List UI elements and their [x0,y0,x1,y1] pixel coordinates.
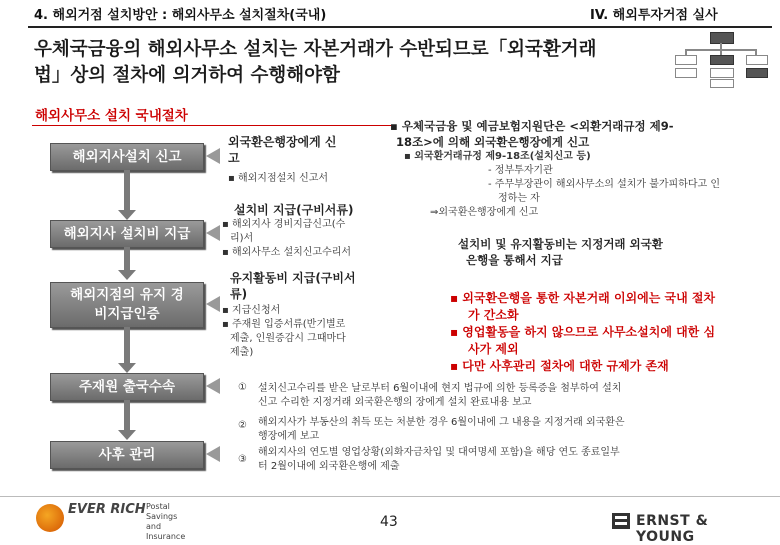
block-item-cont: 제출) [230,347,254,358]
block-item: ▪ 지급신청서 [222,305,281,316]
page-title [34,37,674,89]
middle-block-installation [222,202,362,260]
footer-divider [0,496,780,497]
note-item [238,382,778,416]
note-line2: 신고 수리한 지정거래 외국환은행의 장에게 설치 완료내용 보고 [258,397,532,408]
page-title-line2: 법」상의 절차에 의거하여 수행해야함 [34,65,340,86]
post-management-notes [238,382,778,476]
header-chapter-title: IV. 해외투자거점 실사 [590,8,718,23]
flow-arrow-shaft [124,327,130,363]
note-item [238,446,778,476]
note-line2: 터 2월이내에 외국환은행에 제출 [258,461,400,472]
everrich-logo-text: EVER RICH [68,502,146,517]
regulation-main-cont: 18조>에 의해 외국환은행장에게 신고 [396,135,590,149]
block-item-cont: 리)서 [230,233,254,244]
step-label-line2: 비지급인증 [94,306,160,322]
key-point-1-line2: 가 간소화 [468,308,519,322]
connector-arrow-icon [206,446,220,462]
org-chart-icon [675,32,770,87]
page-number: 43 [380,514,398,530]
note-line1: 설치신고수리를 받은 날로부터 6월이내에 현지 법규에 의한 등록증을 첨부하여 설치 [258,383,622,394]
regulation-item-cont: 정하는 자 [498,193,540,204]
key-point-2-line1: ▪ 영업활동을 하지 않으므로 사무소설치에 대한 심 [450,325,716,339]
step-label: 해외지사설치 신고 [72,148,182,165]
key-point-1-line1: ▪ 외국환은행을 통한 자본거래 이외에는 국내 절차 [450,291,716,305]
connector-arrow-icon [206,378,220,394]
section-title: 해외사무소 설치 국내절차 [35,108,188,124]
header-section-title: 4. 해외거점 설치방안 : 해외사무소 설치절차(국내) [34,8,327,23]
block-heading-line2: 고 [228,151,240,165]
regulation-sub-heading: ▪ 외국환거래규정 제9-18조(설치신고 등) [404,151,591,162]
step-post-management [50,441,204,469]
header-divider [28,26,772,28]
flow-arrow-down-icon [118,210,136,220]
regulation-arrow-line: ⇒외국환은행장에게 신고 [430,207,539,218]
note-number: ② [238,420,247,431]
ey-logo-text: ERNST & YOUNG [636,513,709,545]
flow-arrow-shaft [124,400,130,430]
step-label: 사후 관리 [98,446,156,463]
connector-arrow-icon [206,148,220,164]
key-point-2-line2: 사가 제외 [468,342,519,356]
step-label: 해외지사 설치비 지급 [63,225,191,242]
designated-bank-line2: 은행을 통해서 지급 [466,253,563,267]
middle-block-report [228,134,358,186]
flow-arrow-down-icon [118,363,136,373]
everrich-logo [36,500,186,541]
regulation-item: - 주무부장관이 해외사무소의 설치가 불가피하다고 인 [488,179,721,190]
step-expat-departure [50,373,204,401]
designated-bank-note [450,236,750,268]
note-number: ① [238,382,247,393]
step-label: 주재원 출국수속 [79,378,175,395]
everrich-logo-icon [36,504,64,532]
step-installation-cost-payment [50,220,204,248]
flow-arrow-shaft [124,170,130,210]
block-heading-line1: 유지활동비 지급(구비서 [230,271,356,285]
step-maintenance-cost-certification [50,282,204,328]
block-item: ▪ 해외지사 경비지급신고(수 [222,219,346,230]
middle-block-maintenance [222,270,362,360]
key-point-3: ▪ 다만 사후관리 절차에 대한 규제가 존재 [450,359,669,373]
flow-arrow-shaft [124,247,130,270]
designated-bank-line1: 설치비 및 유지활동비는 지정거래 외국환 [458,237,663,251]
ey-logo-stripe [615,522,627,525]
key-points-block [450,290,775,375]
note-line1: 해외지사가 부동산의 취득 또는 처분한 경우 6월이내에 그 내용을 지정거래 외국환은 [258,417,625,428]
step-overseas-branch-report [50,143,204,171]
ernst-young-logo [612,510,772,545]
block-heading-line1: 외국환은행장에게 신 [228,135,337,149]
note-number: ③ [238,454,247,465]
step-label-line1: 해외지점의 유지 경 [70,287,184,303]
note-line1: 해외지사의 연도별 영업상황(외화자금차입 및 대여명세 포함)을 해당 연도 종료일부 [258,447,620,458]
connector-arrow-icon [206,225,220,241]
block-heading: 설치비 지급(구비서류) [234,203,354,217]
note-line2: 행장에게 보고 [258,431,320,442]
right-regulation-block [390,118,770,220]
section-underline [32,125,392,126]
block-heading-line2: 류) [230,287,248,301]
everrich-logo-sub: Postal Savings and Insurance [146,502,186,541]
page-title-line1: 우체국금융의 해외사무소 설치는 자본거래가 수반되므로「외국환거래 [34,39,597,60]
flow-arrow-down-icon [118,270,136,280]
ey-logo-stripe [615,516,627,519]
regulation-item: - 정부투자기관 [488,165,553,176]
block-item: ▪ 해외사무소 설치신고수리서 [222,247,352,258]
block-item: ▪ 주재원 입증서류(반기별로 [222,319,346,330]
connector-arrow-icon [206,296,220,312]
note-item [238,416,778,446]
block-item-cont: 제출, 인원증감시 그때마다 [230,333,346,344]
flow-arrow-down-icon [118,430,136,440]
block-item: ▪ 해외지점설치 신고서 [228,173,329,184]
regulation-main: ▪ 우체국금융 및 예금보험지원단은 <외환거래규정 제9- [390,119,674,133]
